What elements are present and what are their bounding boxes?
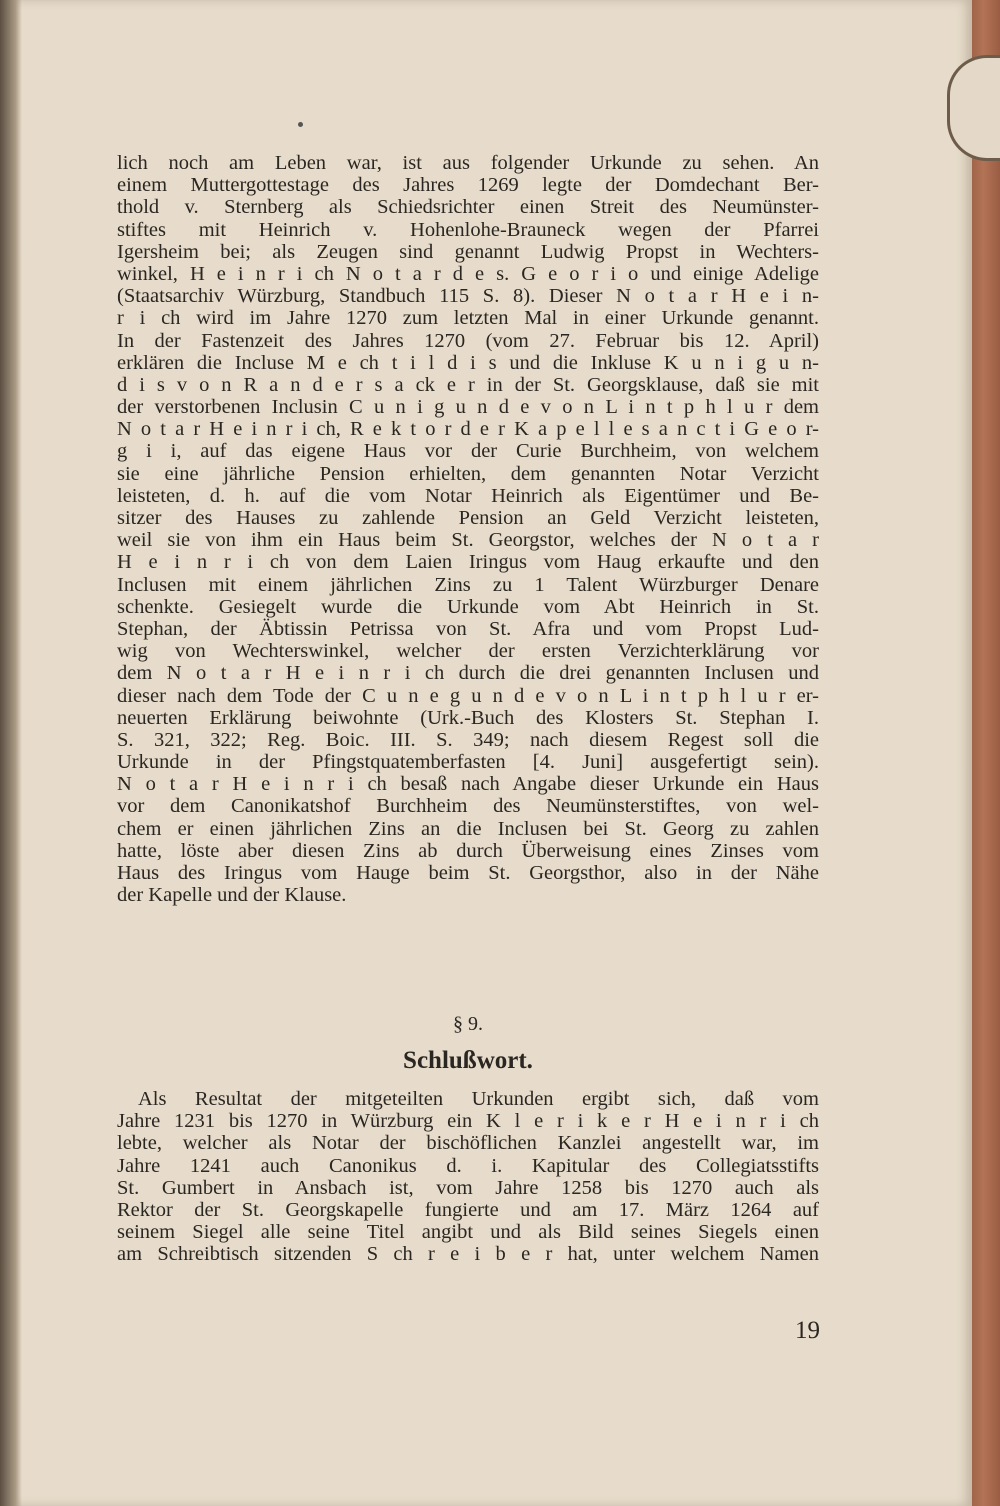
gutter-shadow <box>0 0 22 1506</box>
text-line: Urkunde in der Pfingstquatemberfasten [4. Juni] ausgefertigt sein). <box>117 751 819 774</box>
text-line: leisteten, d. h. auf die vom Notar Heinrich als Eigentümer und Be- <box>117 484 819 507</box>
text-line: r i ch wird im Jahre 1270 zum letzten Mal in einer Urkunde genannt. <box>117 307 819 330</box>
text-line: wig von Wechterswinkel, welcher der ersten Verzichterklärung vor <box>117 640 819 663</box>
text-line: am Schreibtisch sitzenden S ch r e i b e r hat, unter welchem Namen <box>117 1243 819 1266</box>
text-line: chem er einen jährlichen Zins an die Inclusen bei St. Georg zu zahlen <box>117 817 819 840</box>
text-line: der Kapelle und der Klause. <box>117 884 347 907</box>
text-line: St. Gumbert in Ansbach ist, vom Jahre 1258 bis 1270 auch als <box>117 1176 819 1199</box>
text-line: N o t a r H e i n r i ch besaß nach Angabe dieser Urkunde ein Haus <box>117 773 819 796</box>
text-line: lebte, welcher als Notar der bischöflichen Kanzlei angestellt war, im <box>117 1132 819 1155</box>
text-line: d i s v o n R a n d e r s a ck e r in der St. Georgsklause, daß sie mit <box>117 373 819 396</box>
section-number: § 9. <box>453 1013 483 1035</box>
section-title: Schlußwort. <box>403 1047 533 1074</box>
text-line: Als Resultat der mitgeteilten Urkunden ergibt sich, daß vom <box>138 1088 819 1110</box>
text-line: der verstorbenen Inclusin C u n i g u n d e v o n L i n t p h l u r dem <box>117 396 819 419</box>
page-number: 19 <box>795 1317 820 1344</box>
text-line: sitzer des Hauses zu zahlende Pension an Geld Verzicht leisteten, <box>117 507 819 529</box>
text-line: sie eine jährliche Pension erhielten, dem genannten Notar Verzicht <box>117 462 819 485</box>
text-line: Rektor der St. Georgskapelle fungierte und am 17. März 1264 auf <box>117 1198 819 1221</box>
text-line: dem N o t a r H e i n r i ch durch die drei genannten Inclusen und <box>117 662 819 685</box>
text-line: lich noch am Leben war, ist aus folgender Urkunde zu sehen. An <box>117 152 819 174</box>
text-line: N o t a r H e i n r i ch, R e k t o r d e r K a p e l l e s a n c t i G e o r- <box>117 418 819 441</box>
text-line: hatte, löste aber diesen Zins ab durch Überweisung eines Zinses vom <box>117 839 819 862</box>
text-line: erklären die Incluse M e ch t i l d i s und die Inkluse K u n i g u n- <box>117 351 819 374</box>
book-edge <box>972 0 1000 1506</box>
text-line: Inclusen mit einem jährlichen Zins zu 1 Talent Würzburger Denare <box>117 573 819 596</box>
text-line: thold v. Sternberg als Schiedsrichter einen Streit des Neumünster- <box>117 196 819 219</box>
text-line: (Staatsarchiv Würzburg, Standbuch 115 S. 8). Dieser N o t a r H e i n- <box>117 285 819 308</box>
text-line: dieser nach dem Tode der C u n e g u n d e v o n L i n t p h l u r er- <box>117 684 819 707</box>
text-line: Jahre 1231 bis 1270 in Würzburg ein K l e r i k e r H e i n r i ch <box>117 1110 819 1133</box>
ink-speck <box>298 122 303 127</box>
body-paragraph <box>117 152 819 906</box>
text-line: winkel, H e i n r i ch N o t a r d e s. G e o r i o und einige Adelige <box>117 262 819 285</box>
text-line: neuerten Erklärung beiwohnte (Urk.-Buch des Klosters St. Stephan I. <box>117 706 819 729</box>
text-line: In der Fastenzeit des Jahres 1270 (vom 27. Februar bis 12. April) <box>117 329 819 352</box>
binding-clip <box>947 55 1000 161</box>
text-line: H e i n r i ch von dem Laien Iringus vom Haug erkaufte und den <box>117 551 819 574</box>
text-line: seinem Siegel alle seine Titel angibt und als Bild seines Siegels einen <box>117 1221 819 1244</box>
closing-paragraph <box>117 1088 819 1266</box>
text-line: g i i, auf das eigene Haus vor der Curie Burchheim, von welchem <box>117 440 819 463</box>
text-line: vor dem Canonikatshof Burchheim des Neumünsterstiftes, von wel- <box>117 795 819 818</box>
text-line: weil sie von ihm ein Haus beim St. Georgstor, welches der N o t a r <box>117 529 819 552</box>
text-line: stiftes mit Heinrich v. Hohenlohe-Brauneck wegen der Pfarrei <box>117 218 819 241</box>
text-line: S. 321, 322; Reg. Boic. III. S. 349; nach diesem Regest soll die <box>117 728 819 751</box>
text-line: einem Muttergottestage des Jahres 1269 legte der Domdechant Ber- <box>117 174 819 197</box>
text-line: Haus des Iringus vom Hauge beim St. Georgsthor, also in der Nähe <box>117 862 819 884</box>
text-line: Jahre 1241 auch Canonikus d. i. Kapitular des Collegiatsstifts <box>117 1154 819 1177</box>
text-line: schenkte. Gesiegelt wurde die Urkunde vom Abt Heinrich in St. <box>117 595 819 618</box>
text-line: Igersheim bei; als Zeugen sind genannt Ludwig Propst in Wechters- <box>117 240 819 263</box>
text-line: Stephan, der Äbtissin Petrissa von St. Afra und vom Propst Lud- <box>117 617 819 640</box>
